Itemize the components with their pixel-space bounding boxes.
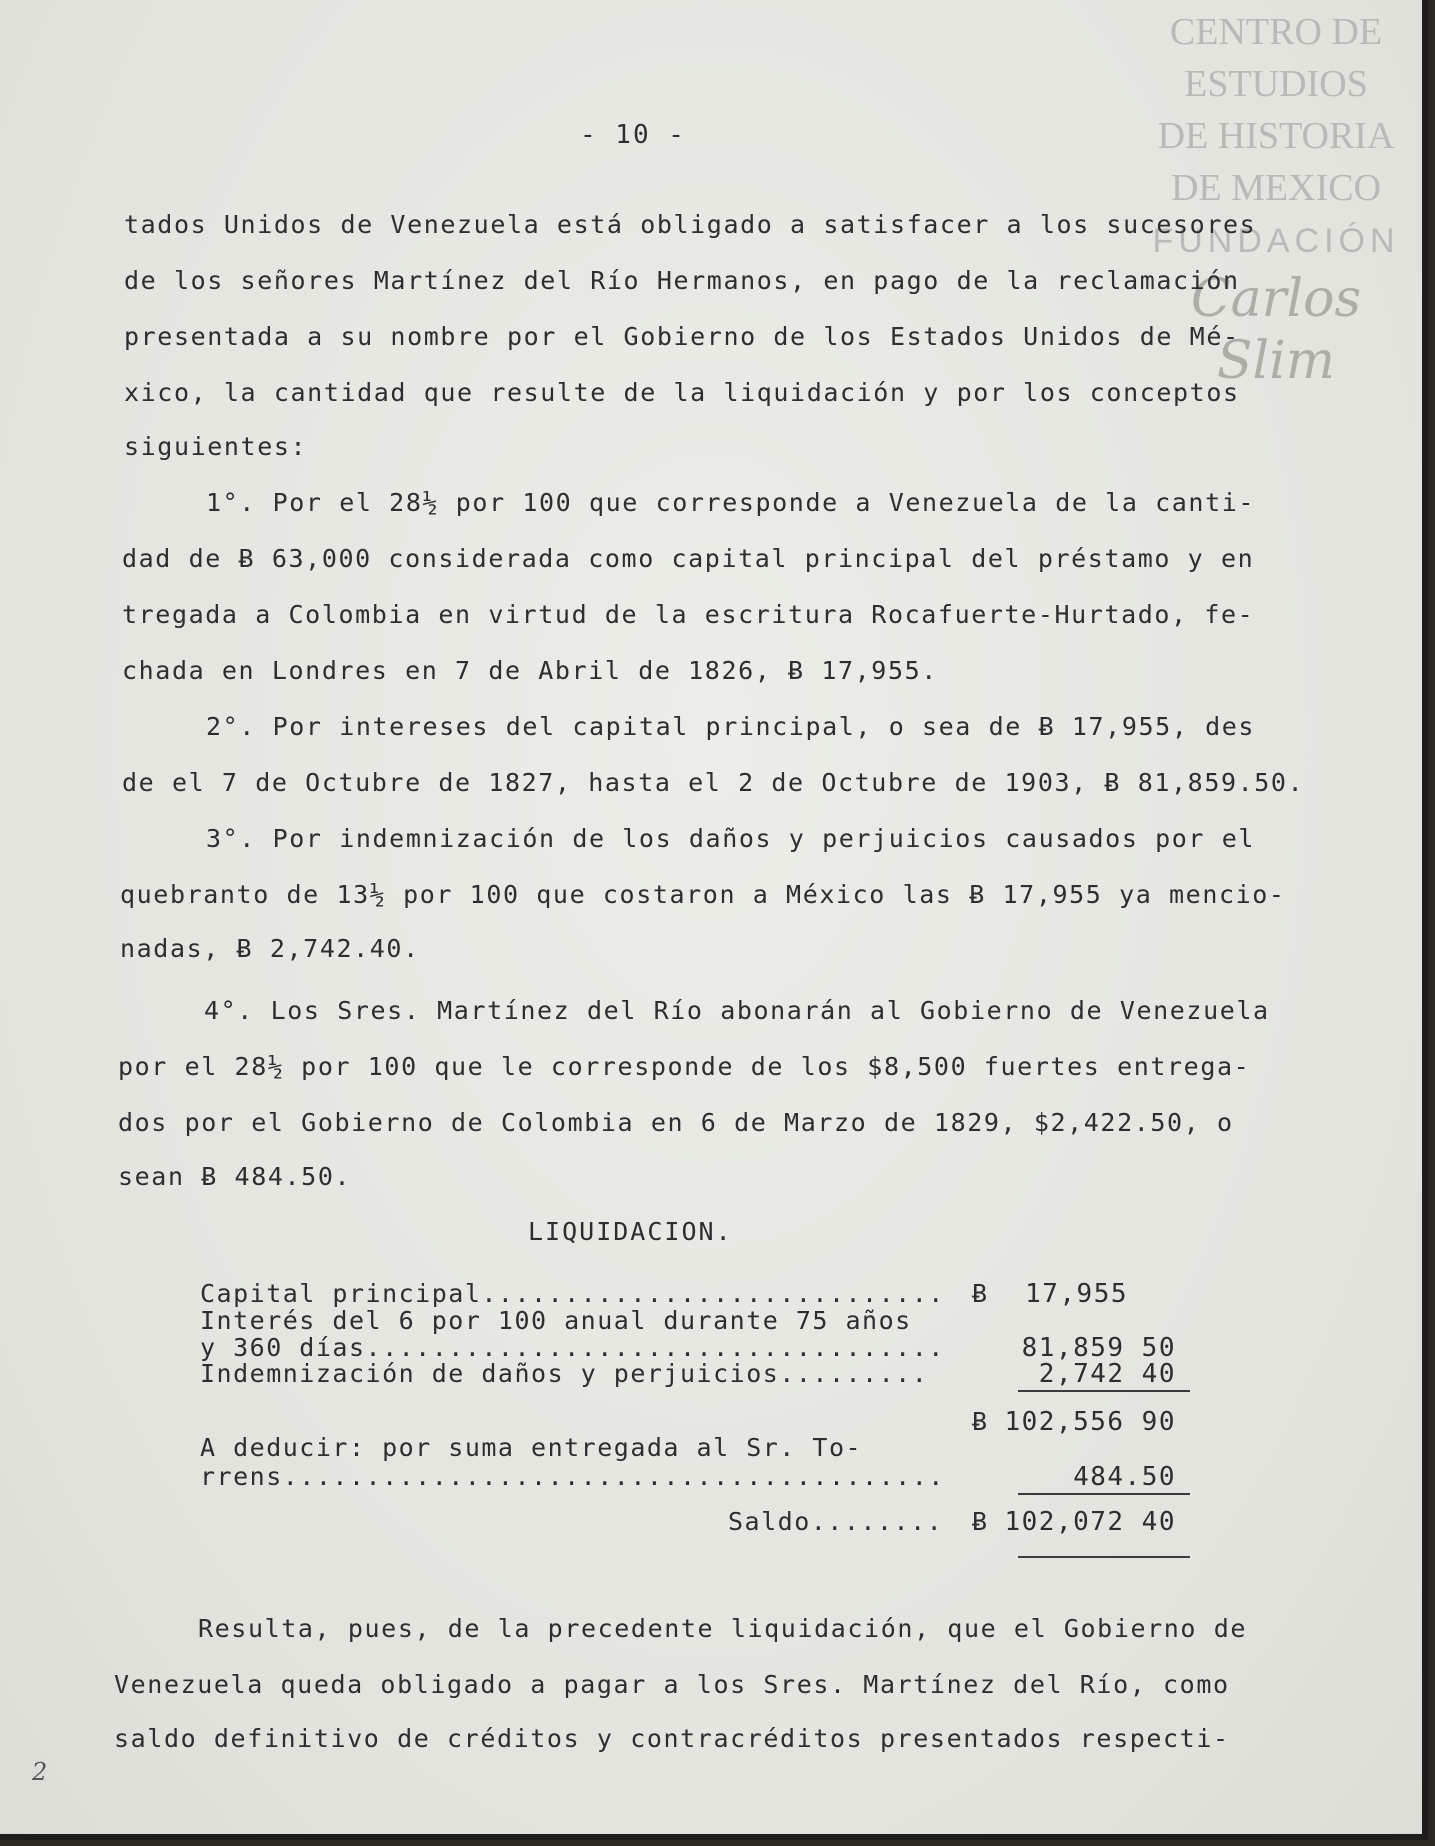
watermark-signature: Carlos Slim (1190, 269, 1362, 391)
body-line: 2°. Por intereses del capital principal, o sea de Ƀ 17,955, des (206, 712, 1256, 741)
ledger-row-amount: 484.50 (1073, 1462, 1176, 1492)
watermark-line-4: DE MEXICO (1170, 167, 1382, 209)
page-number: - 10 - (580, 120, 686, 150)
ledger-row-desc: Capital principal............................ (200, 1279, 945, 1308)
body-line: dad de Ƀ 63,000 considerada como capital principal del préstamo y en (122, 544, 1255, 573)
corner-mark: 2 (32, 1758, 48, 1786)
body-line: 4°. Los Sres. Martínez del Río abonarán al Gobierno de Venezuela (204, 996, 1270, 1025)
body-line: presentada a su nombre por el Gobierno de los Estados Unidos de Mé- (124, 322, 1240, 351)
body-line: de el 7 de Octubre de 1827, hasta el 2 de Octubre de 1903, Ƀ 81,859.50. (122, 768, 1305, 797)
ledger-row-currency: Ƀ (972, 1407, 988, 1436)
body-line: quebranto de 13½ por 100 que costaron a México las Ƀ 17,955 ya mencio- (120, 880, 1286, 909)
body-line: xico, la cantidad que resulte de la liquidación y por los conceptos (124, 378, 1240, 407)
watermark-line-2: ESTUDIOS (1184, 63, 1368, 105)
ledger-row-amount: 17,955 (1025, 1279, 1128, 1309)
body-line: nadas, Ƀ 2,742.40. (120, 934, 420, 963)
liquidacion-title: LIQUIDACION. (528, 1217, 733, 1246)
total-underline (1018, 1556, 1190, 1558)
ledger-row-currency: Ƀ (972, 1279, 988, 1308)
body-line: de los señores Martínez del Río Hermanos, en pago de la reclamación (124, 266, 1240, 295)
watermark-fundacion: FUNDACIÓN (1152, 222, 1400, 260)
watermark-line-3: DE HISTORIA (1157, 115, 1395, 157)
ledger-row-desc: Indemnización de daños y perjuicios......... (200, 1359, 929, 1388)
body-line: sean Ƀ 484.50. (118, 1162, 352, 1191)
body-line: siguientes: (124, 432, 308, 461)
ledger-row-desc: y 360 días................................... (200, 1333, 945, 1362)
saldo-amount: 102,072 40 (1004, 1507, 1176, 1537)
closing-line: Resulta, pues, de la precedente liquidación, que el Gobierno de (198, 1614, 1248, 1643)
ledger-row-desc: A deducir: por suma entregada al Sr. To- (200, 1433, 863, 1462)
body-line: tregada a Colombia en virtud de la escritura Rocafuerte-Hurtado, fe- (122, 600, 1255, 629)
body-line: tados Unidos de Venezuela está obligado a satisfacer a los sucesores (124, 210, 1257, 239)
ledger-row-desc: rrens........................................ (200, 1462, 945, 1491)
ledger-row-amount: 102,556 90 (1004, 1407, 1176, 1437)
ledger-row-currency: Ƀ (972, 1507, 988, 1536)
closing-line: Venezuela queda obligado a pagar a los Sres. Martínez del Río, como (114, 1670, 1230, 1699)
closing-line: saldo definitivo de créditos y contracréditos presentados respecti- (114, 1724, 1230, 1753)
saldo-label: Saldo........ (728, 1507, 944, 1536)
ledger-row-amount: 81,859 50 (1021, 1333, 1176, 1363)
ledger-row-desc: Interés del 6 por 100 anual durante 75 años (200, 1306, 912, 1335)
body-line: chada en Londres en 7 de Abril de 1826, Ƀ 17,955. (122, 656, 938, 685)
body-line: 3°. Por indemnización de los daños y perjuicios causados por el (206, 824, 1256, 853)
watermark-line-1: CENTRO DE (1169, 11, 1383, 53)
deduction-underline (1018, 1493, 1190, 1495)
subtotal-underline (1018, 1390, 1190, 1392)
ledger-row-amount: 2,742 40 (1038, 1359, 1176, 1389)
body-line: 1°. Por el 28½ por 100 que corresponde a Venezuela de la canti- (206, 488, 1256, 517)
body-line: por el 28½ por 100 que le corresponde de los $8,500 fuertes entrega- (118, 1052, 1251, 1081)
body-line: dos por el Gobierno de Colombia en 6 de Marzo de 1829, $2,422.50, o (118, 1108, 1234, 1137)
